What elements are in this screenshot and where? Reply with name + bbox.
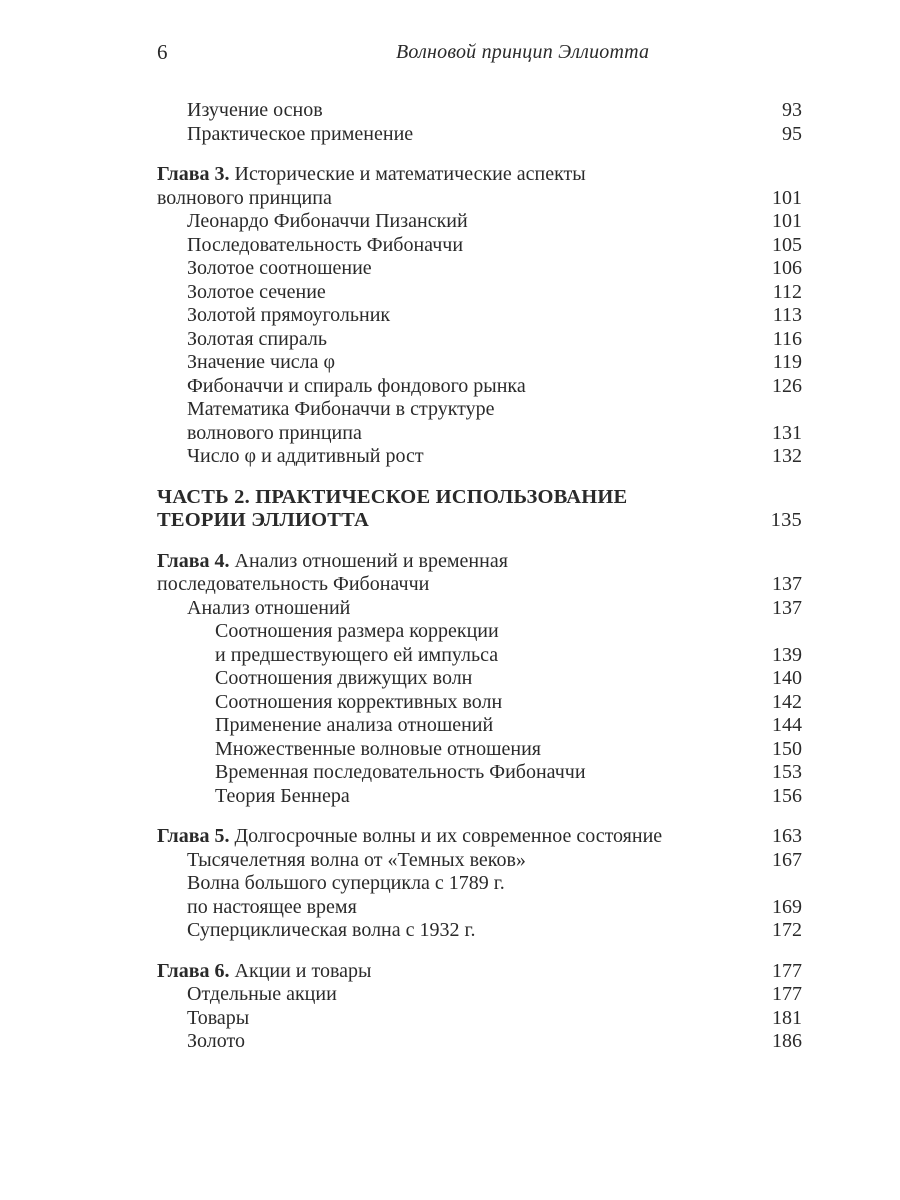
chapter-label: Глава 4.	[157, 549, 230, 572]
toc-entry-page: 153	[772, 761, 802, 783]
toc-entry-page: 139	[772, 643, 802, 666]
toc-entry-page: 101	[772, 210, 802, 232]
chapter-label: Глава 6.	[157, 959, 230, 982]
toc-entry-cont[interactable]	[157, 422, 802, 446]
toc-subentry[interactable]	[157, 714, 802, 738]
toc-entry-page: 93	[782, 99, 802, 121]
chapter-4-heading-cont[interactable]	[157, 573, 802, 597]
chapter-title: Исторические и математические аспекты	[234, 163, 586, 185]
toc-entry[interactable]	[157, 919, 802, 943]
toc-entry-page: 156	[772, 784, 802, 807]
chapter-title: волнового принципа	[157, 186, 332, 209]
toc-entry[interactable]	[157, 849, 802, 873]
toc-entry-page: 113	[772, 304, 802, 326]
chapter-6-heading[interactable]	[157, 960, 802, 984]
toc-entry-page: 131	[772, 421, 802, 444]
toc-entry-page: 144	[772, 714, 802, 736]
toc-subentry[interactable]	[157, 691, 802, 715]
toc-subentry[interactable]	[157, 620, 802, 644]
toc-entry[interactable]	[157, 351, 802, 375]
toc-entry[interactable]	[157, 99, 802, 123]
part-2-heading-cont[interactable]	[157, 509, 802, 533]
toc-entry-page: 135	[770, 509, 802, 531]
toc-entry[interactable]	[157, 257, 802, 281]
toc-entry-page: 186	[772, 1030, 802, 1052]
toc-entry[interactable]	[157, 210, 802, 234]
toc-entry-title: по настоящее время	[187, 895, 357, 918]
toc-entry-page: 181	[772, 1006, 802, 1029]
running-title: Волновой принцип Эллиотта	[396, 41, 650, 63]
toc-entry-title: Анализ отношений	[187, 596, 351, 619]
toc-entry[interactable]	[157, 445, 802, 469]
toc-entry-page: 169	[772, 895, 802, 918]
toc-entry-title: Соотношения размера коррекции	[215, 620, 499, 642]
part-title: ЧАСТЬ 2. ПРАКТИЧЕСКОЕ ИСПОЛЬЗОВАНИЕ	[157, 485, 628, 508]
toc-entry-title: волнового принципа	[187, 421, 362, 444]
part-title: ТЕОРИИ ЭЛЛИОТТА	[157, 509, 370, 531]
table-of-contents	[157, 99, 802, 1054]
toc-entry-title: Тысячелетняя волна от «Темных веков»	[187, 848, 526, 871]
toc-entry-page: 140	[772, 667, 802, 689]
toc-entry-page: 132	[772, 445, 802, 467]
toc-subentry[interactable]	[157, 761, 802, 785]
toc-entry-title: Товары	[187, 1006, 250, 1029]
toc-entry-title: Золото	[187, 1030, 245, 1052]
toc-entry-title: Суперциклическая волна с 1932 г.	[187, 919, 476, 941]
chapter-title: Долгосрочные волны и их современное состояние	[234, 825, 663, 847]
toc-entry-page: 106	[772, 257, 802, 279]
toc-entry-title: Волна большого суперцикла с 1789 г.	[187, 872, 505, 894]
toc-entry-title: Золотой прямоугольник	[187, 304, 391, 326]
toc-entry-title: Применение анализа отношений	[215, 714, 494, 736]
toc-entry[interactable]	[157, 1030, 802, 1054]
toc-entry-title: Золотое сечение	[187, 280, 326, 303]
toc-entry-page: 177	[772, 959, 802, 982]
toc-entry-title: Множественные волновые отношения	[215, 737, 542, 760]
toc-entry[interactable]	[157, 872, 802, 896]
toc-entry[interactable]	[157, 983, 802, 1007]
toc-entry-title: Временная последовательность Фибоначчи	[215, 761, 586, 783]
chapter-5-heading[interactable]	[157, 825, 802, 849]
toc-entry-title: Последовательность Фибоначчи	[187, 233, 464, 256]
toc-entry[interactable]	[157, 328, 802, 352]
toc-entry-title: Соотношения коррективных волн	[215, 690, 503, 713]
toc-entry-title: Изучение основ	[187, 99, 323, 121]
toc-entry-title: Число φ и аддитивный рост	[187, 445, 424, 467]
toc-subentry-cont[interactable]	[157, 644, 802, 668]
chapter-title: Акции и товары	[234, 959, 372, 982]
toc-subentry[interactable]	[157, 785, 802, 809]
part-2-heading[interactable]	[157, 486, 802, 510]
chapter-3-heading[interactable]	[157, 163, 802, 187]
toc-entry[interactable]	[157, 1007, 802, 1031]
chapter-label: Глава 3.	[157, 163, 230, 185]
page-number: 6	[157, 40, 168, 64]
chapter-3-heading-cont[interactable]	[157, 187, 802, 211]
toc-entry-page: 142	[772, 690, 802, 713]
toc-entry-title: Леонардо Фибоначчи Пизанский	[187, 210, 468, 232]
chapter-label: Глава 5.	[157, 825, 230, 847]
toc-entry-page: 95	[782, 122, 802, 145]
toc-entry-title: Отдельные акции	[187, 983, 337, 1005]
toc-entry-page: 116	[772, 327, 802, 350]
toc-entry-title: Математика Фибоначчи в структуре	[187, 398, 495, 420]
toc-entry-page: 137	[772, 596, 802, 619]
chapter-title: последовательность Фибоначчи	[157, 573, 430, 595]
toc-entry-page: 163	[772, 825, 802, 847]
toc-entry-page: 150	[772, 737, 802, 760]
toc-entry-title: Теория Беннера	[215, 784, 350, 807]
toc-entry-title: Золотая спираль	[187, 327, 327, 350]
toc-entry-title: Значение числа φ	[187, 351, 336, 373]
toc-entry-page: 105	[772, 233, 802, 256]
toc-entry-cont[interactable]	[157, 896, 802, 920]
chapter-title: Анализ отношений и временная	[234, 549, 508, 572]
toc-entry-title: Практическое применение	[187, 122, 414, 145]
toc-entry-page: 119	[772, 351, 802, 373]
toc-entry-page: 177	[772, 983, 802, 1005]
toc-entry[interactable]	[157, 597, 802, 621]
toc-subentry[interactable]	[157, 667, 802, 691]
toc-entry-page: 167	[772, 848, 802, 871]
toc-entry[interactable]	[157, 375, 802, 399]
toc-entry-title: Золотое соотношение	[187, 257, 372, 279]
toc-entry-title: Соотношения движущих волн	[215, 667, 473, 689]
toc-entry-page: 172	[772, 919, 802, 941]
toc-entry-title: Фибоначчи и спираль фондового рынка	[187, 374, 526, 397]
toc-entry-page: 137	[772, 573, 802, 595]
toc-entry-page: 101	[772, 186, 802, 209]
toc-entry-page: 112	[772, 280, 802, 303]
toc-entry-page: 126	[772, 374, 802, 397]
toc-entry[interactable]	[157, 123, 802, 147]
toc-entry[interactable]	[157, 234, 802, 258]
toc-subentry[interactable]	[157, 738, 802, 762]
toc-entry[interactable]	[157, 281, 802, 305]
toc-entry-title: и предшествующего ей импульса	[215, 643, 499, 666]
toc-entry[interactable]	[157, 304, 802, 328]
chapter-4-heading[interactable]	[157, 550, 802, 574]
toc-entry[interactable]	[157, 398, 802, 422]
